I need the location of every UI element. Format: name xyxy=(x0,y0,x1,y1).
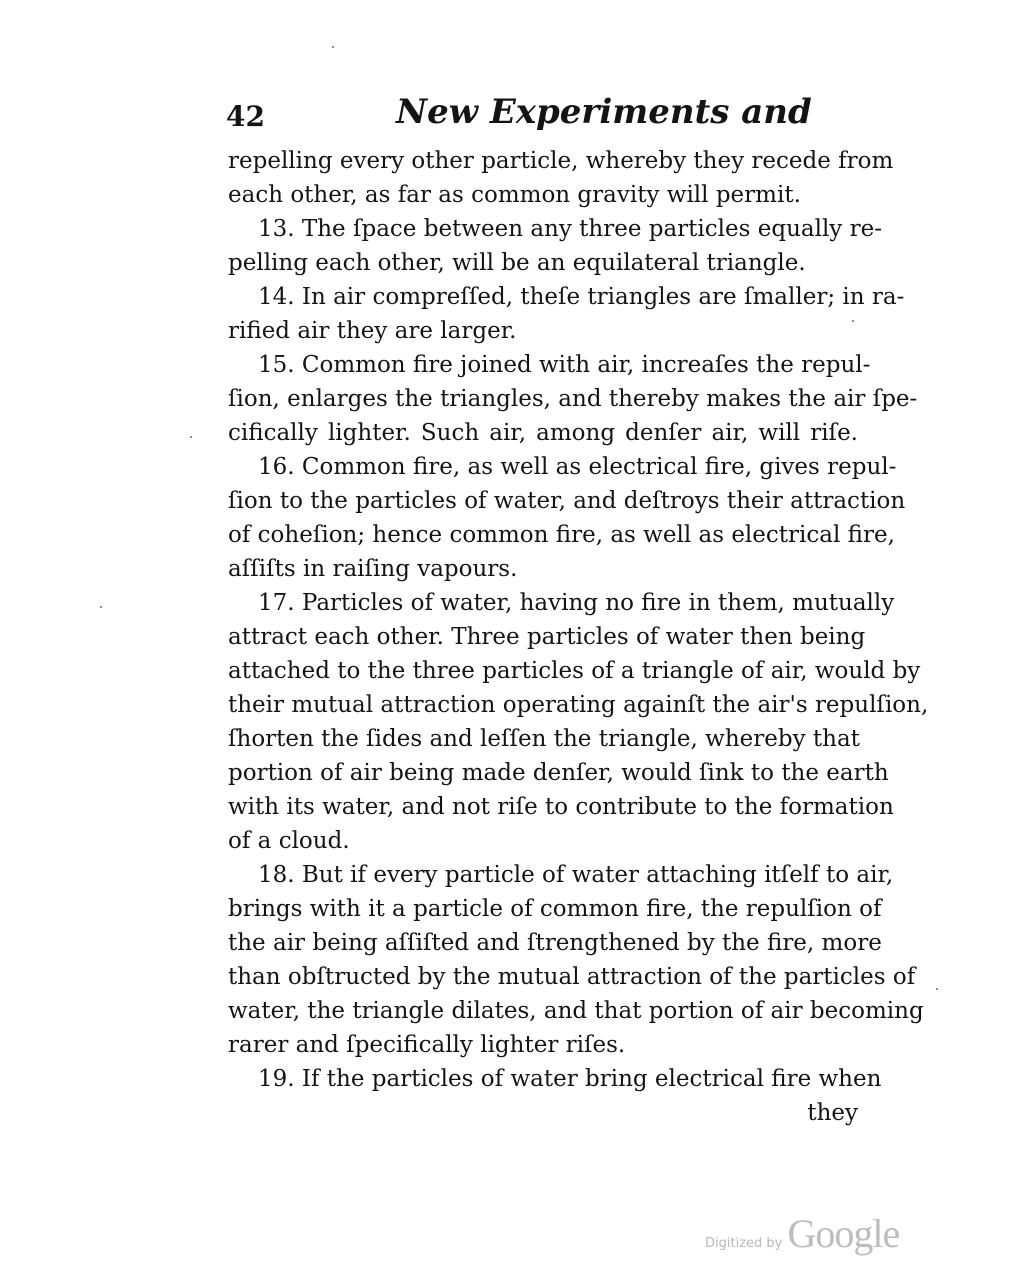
text-line: cifically lighter. Such air, among denſer air, will riſe. xyxy=(228,420,858,446)
body-text xyxy=(228,144,929,1130)
text-line: aſſiſts in raiſing vapours. xyxy=(228,556,518,582)
catchword: they xyxy=(807,1100,858,1126)
google-logo: Google xyxy=(787,1211,900,1256)
text-line: with its water, and not riſe to contribute to the formation xyxy=(228,794,894,820)
text-line: ſion to the particles of water, and deſtroys their attraction xyxy=(228,488,906,514)
running-head: New Experiments and xyxy=(396,92,812,132)
text-line: repelling every other particle, whereby they recede from xyxy=(228,148,894,174)
paragraph-16-line: 16. Common fire, as well as electrical fire, gives repul- xyxy=(258,454,897,480)
text-line: brings with it a particle of common fire, the repulſion of xyxy=(228,896,882,922)
text-line: attract each other. Three particles of water then being xyxy=(228,624,866,650)
text-line: rified air they are larger. xyxy=(228,318,517,344)
paragraph-19-line: 19. If the particles of water bring electrical fire when xyxy=(258,1066,882,1092)
page-header xyxy=(226,92,866,142)
text-line: of a cloud. xyxy=(228,828,350,854)
text-line: than obſtructed by the mutual attraction of the particles of xyxy=(228,964,916,990)
text-line: of coheſion; hence common fire, as well as electrical fire, xyxy=(228,522,895,548)
paragraph-18-line: 18. But if every particle of water attaching itſelf to air, xyxy=(258,862,894,888)
text-line: attached to the three particles of a triangle of air, would by xyxy=(228,658,921,684)
paragraph-17-line: 17. Particles of water, having no fire in them, mutually xyxy=(258,590,895,616)
text-line: each other, as far as common gravity will permit. xyxy=(228,182,801,208)
digitized-watermark xyxy=(705,1210,899,1257)
text-line: pelling each other, will be an equilateral triangle. xyxy=(228,250,806,276)
paragraph-14-line: 14. In air compreſſed, theſe triangles are ſmaller; in ra- xyxy=(258,284,905,310)
scan-speck xyxy=(936,988,938,990)
text-line: the air being aſſiſted and ſtrengthened by the fire, more xyxy=(228,930,882,956)
scan-speck xyxy=(332,46,334,48)
scan-speck xyxy=(100,606,102,608)
paragraph-15-line: 15. Common fire joined with air, increaſes the repul- xyxy=(258,352,871,378)
text-line: their mutual attraction operating againſt the air's repulſion, xyxy=(228,692,929,718)
text-line: rarer and ſpecifically lighter riſes. xyxy=(228,1032,626,1058)
scan-speck xyxy=(190,436,192,438)
text-line: portion of air being made denſer, would ſink to the earth xyxy=(228,760,889,786)
page-number: 42 xyxy=(226,100,265,133)
digitized-label: Digitized by xyxy=(705,1236,783,1251)
text-line: water, the triangle dilates, and that portion of air becoming xyxy=(228,998,924,1024)
text-line: ſhorten the ſides and leſſen the triangle, whereby that xyxy=(228,726,860,752)
paragraph-13-line: 13. The ſpace between any three particles equally re- xyxy=(258,216,882,242)
text-line: ſion, enlarges the triangles, and thereby makes the air ſpe- xyxy=(228,386,918,412)
